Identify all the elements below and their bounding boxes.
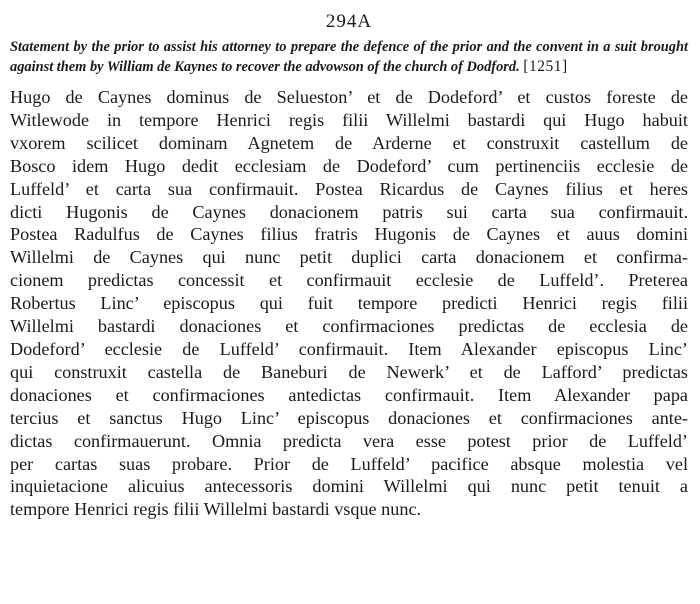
body-line: Hugo de Caynes dominus de Selueston’ et de Dodeford’ et custos foreste de bbox=[10, 87, 688, 107]
body-line: cionem predictas concessit et confirmauit ecclesie de Luffeld’. Preterea bbox=[10, 270, 688, 291]
document-body bbox=[10, 86, 688, 521]
body-line: qui construxit castella de Baneburi de Newerk’ et de Lafford’ predictas bbox=[10, 361, 688, 382]
body-line: Willelmi de Caynes qui nunc petit duplici carta donacionem et confirma- bbox=[10, 247, 688, 268]
body-line: dicti Hugonis de Caynes donacionem patris sui carta sua confirmauit. bbox=[10, 201, 688, 222]
body-line: per cartas suas probare. Prior de Luffeld’ pacifice absque molestia vel bbox=[10, 453, 688, 474]
heading-text: Statement by the prior to assist his attorney to prepare the defence of the prior and the convent in a suit brought against them by William de Kaynes to recover the advowson of the church of Dodford. bbox=[10, 39, 688, 75]
body-line: Robertus Linc’ episcopus qui fuit tempore predicti Henrici regis filii bbox=[10, 293, 688, 314]
body-line: tercius et sanctus Hugo Linc’ episcopus donaciones et confirmaciones ante- bbox=[10, 407, 688, 428]
document-number: 294A bbox=[325, 11, 373, 32]
document-heading bbox=[10, 38, 688, 77]
body-line: tempore Henrici regis filii Willelmi bastardi vsque nunc. bbox=[10, 499, 422, 520]
body-line: vxorem scilicet dominam Agnetem de Arderne et construxit castellum de bbox=[10, 132, 688, 153]
document-date: [1251] bbox=[523, 58, 568, 75]
body-line: dictas confirmauerunt. Omnia predicta vera esse potest prior de Luffeld’ bbox=[10, 430, 688, 451]
body-line: Willelmi bastardi donaciones et confirmaciones predictas de ecclesia de bbox=[10, 316, 688, 337]
body-line: Witlewode in tempore Henrici regis filii Willelmi bastardi qui Hugo habuit bbox=[10, 109, 688, 130]
body-line: Bosco idem Hugo dedit ecclesiam de Dodeford’ cum pertinenciis ecclesie de bbox=[10, 155, 688, 176]
body-line: donaciones et confirmaciones antedictas confirmauit. Item Alexander papa bbox=[10, 384, 688, 405]
body-line: Postea Radulfus de Caynes filius fratris Hugonis de Caynes et auus domini bbox=[10, 224, 688, 245]
body-line: Luffeld’ et carta sua confirmauit. Postea Ricardus de Caynes filius et heres bbox=[10, 178, 688, 199]
body-line: Dodeford’ ecclesie de Luffeld’ confirmauit. Item Alexander episcopus Linc’ bbox=[10, 338, 688, 359]
body-line: inquietacione alicuius antecessoris domini Willelmi qui nunc petit tenuit a bbox=[10, 476, 688, 497]
